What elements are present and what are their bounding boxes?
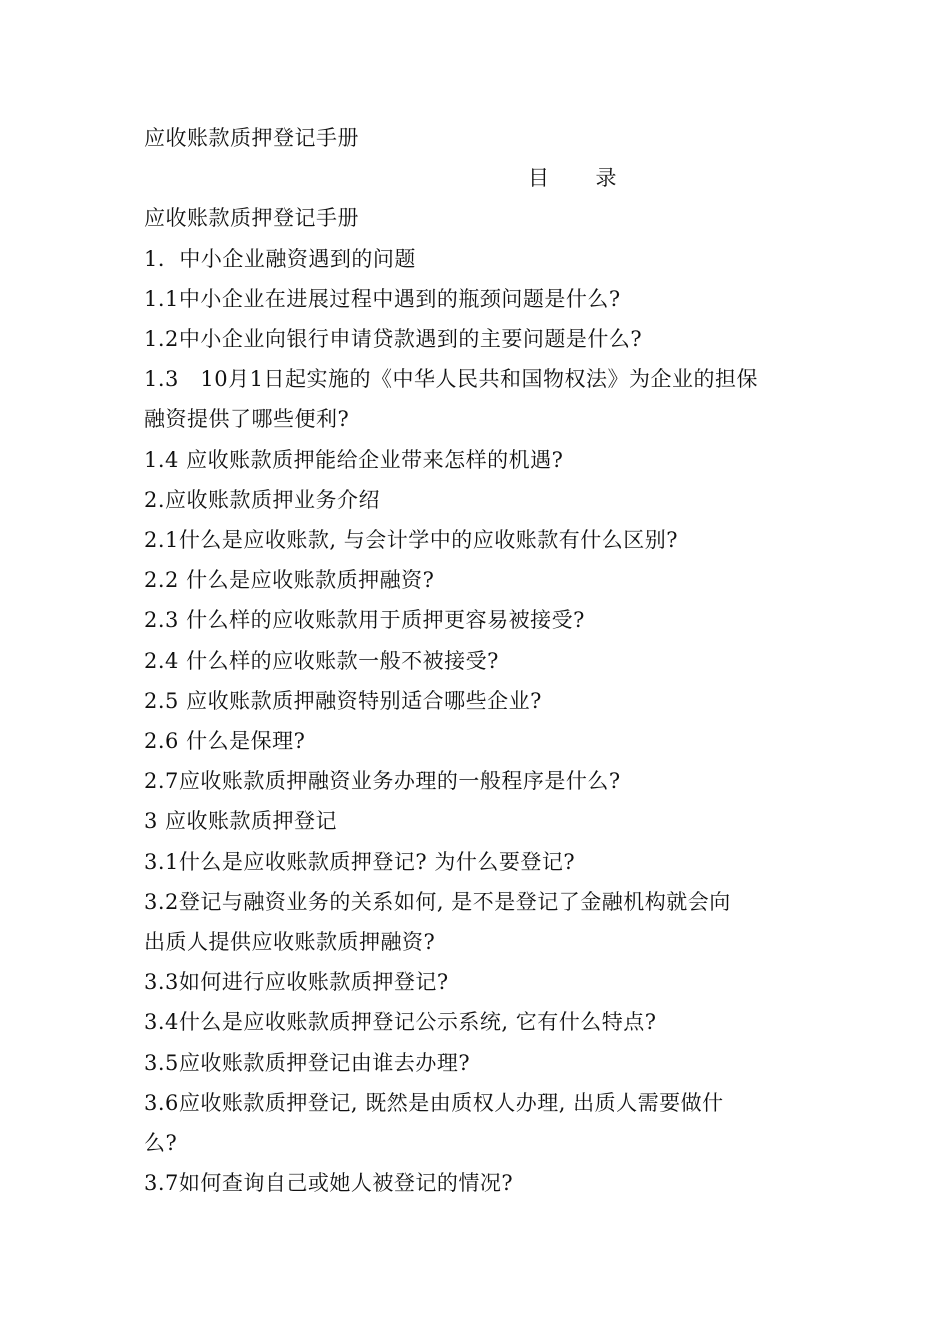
toc-line: 3.4什么是应收账款质押登记公示系统, 它有什么特点?: [144, 1010, 657, 1035]
toc-line: 2.1什么是应收账款, 与会计学中的应收账款有什么区别?: [144, 528, 679, 553]
toc-line: 3.5应收账款质押登记由谁去办理?: [144, 1050, 471, 1075]
toc-line: 应收账款质押登记手册: [144, 206, 359, 231]
toc-heading: [144, 158, 824, 198]
toc-line: 1.2中小企业向银行申请贷款遇到的主要问题是什么?: [144, 327, 643, 352]
toc-line: 出质人提供应收账款质押融资?: [144, 930, 436, 955]
toc-line: 融资提供了哪些便利?: [144, 407, 350, 432]
toc-line: 2.5 应收账款质押融资特别适合哪些企业?: [144, 688, 542, 713]
toc-heading-char-2: 录: [595, 166, 617, 191]
toc-line: 3.3如何进行应收账款质押登记?: [144, 970, 449, 995]
toc-line: 2.2 什么是应收账款质押融资?: [144, 568, 435, 593]
toc-line: 么?: [144, 1131, 178, 1156]
toc-line: 3 应收账款质押登记: [144, 809, 338, 834]
toc-line: 1.1中小企业在进展过程中遇到的瓶颈问题是什么?: [144, 286, 621, 311]
toc-line: 2.3 什么样的应收账款用于质押更容易被接受?: [144, 608, 585, 633]
document-content: [144, 118, 824, 1203]
toc-line: 2.4 什么样的应收账款一般不被接受?: [144, 648, 499, 673]
toc-line: 1.3 10月1日起实施的《中华人民共和国物权法》为企业的担保: [144, 367, 758, 392]
toc-line: 2.应收账款质押业务介绍: [144, 487, 381, 512]
toc-line: 3.7如何查询自己或她人被登记的情况?: [144, 1171, 514, 1196]
toc-line: 3.2登记与融资业务的关系如何, 是不是登记了金融机构就会向: [144, 889, 731, 914]
toc-line: 1．中小企业融资遇到的问题: [144, 246, 416, 271]
toc-line: 2.7应收账款质押融资业务办理的一般程序是什么?: [144, 769, 621, 794]
toc-heading-char-1: 目: [528, 166, 550, 191]
toc-line: 3.6应收账款质押登记, 既然是由质权人办理, 出质人需要做什: [144, 1090, 724, 1115]
toc-line: 3.1什么是应收账款质押登记? 为什么要登记?: [144, 849, 576, 874]
toc-line: 1.4 应收账款质押能给企业带来怎样的机遇?: [144, 447, 564, 472]
toc-line: 2.6 什么是保理?: [144, 729, 306, 754]
document-title: 应收账款质押登记手册: [144, 126, 359, 150]
